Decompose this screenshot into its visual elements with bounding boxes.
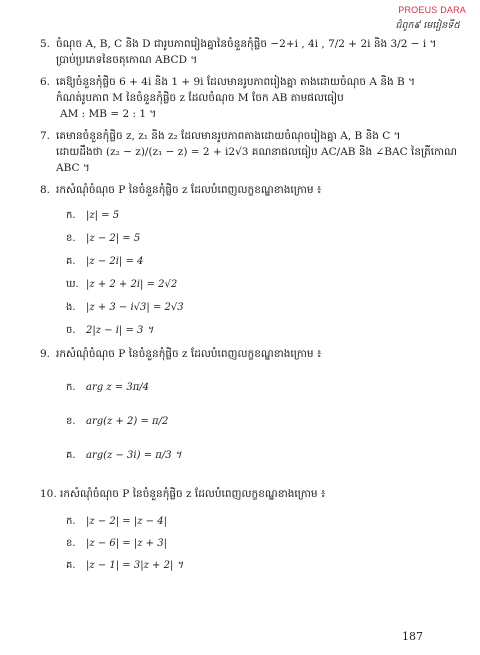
subproblem-label: ក.	[66, 381, 76, 393]
problem-number: 9.	[40, 348, 51, 360]
problem-line: ប្រាប់ប្រភេទនៃចតុកោណ ABCD ។	[56, 54, 198, 66]
problem-line: រកសំណុំចំណុច P នៃចំនួនកុំផ្លិច z ដែលបំពេញលក្ខខណ្ឌខាងក្រោម ៖	[60, 488, 326, 500]
subproblem-label: ច.	[66, 325, 76, 336]
subproblem-list	[66, 510, 460, 576]
subproblem	[66, 554, 460, 576]
subproblem-label: ក.	[66, 210, 76, 221]
subproblem-label: ខ.	[66, 415, 76, 427]
subproblem	[66, 438, 460, 472]
problem-line: រកសំណុំចំណុច P នៃចំនួនកុំផ្លិច z ដែលបំពេញលក្ខខណ្ឌខាងក្រោម ៖	[56, 184, 322, 196]
problem-number: 5.	[40, 38, 51, 50]
subproblem-label: គ.	[66, 256, 76, 267]
subproblem-list	[66, 204, 460, 342]
subproblem-label: ង.	[66, 302, 76, 313]
problem-8	[40, 182, 460, 342]
subproblem-label: គ.	[66, 449, 76, 461]
subproblem-label: គ.	[66, 559, 76, 571]
subproblem	[66, 510, 460, 532]
problem-list	[40, 36, 460, 581]
subproblem-expression: |z − 1| = 3|z + 2| ។	[86, 559, 184, 571]
subproblem-expression: 2|z − i| = 3 ។	[86, 325, 154, 336]
subproblem	[66, 296, 460, 319]
subproblem-expression: arg(z − 3i) = π/3 ។	[86, 449, 182, 461]
subproblem-expression: |z + 2 + 2i| = 2√2	[86, 279, 178, 290]
subproblem-list	[66, 370, 460, 472]
brand-label: PROEUS DARA	[398, 5, 466, 15]
problem-line: ដោយដឹងថា (z₂ − z)/(z₁ − z) = 2 + i2√3 គណនាផលធៀប AC/AB និង ∠BAC នៃត្រីកោណ ABC ។	[56, 146, 457, 174]
subproblem	[66, 250, 460, 273]
problem-5	[40, 36, 460, 68]
problem-line: AM : MB = 2 : 1 ។	[60, 108, 157, 120]
problem-line: ចំណុច A, B, C និង D ជារូបភាពរៀងគ្នានៃចំនួនកុំផ្លិច −2+i , 4i , 7/2 + 2i និង 3/2 − i ។	[56, 38, 437, 50]
subproblem	[66, 319, 460, 342]
chapter-label: ជំពូក៩ មេរៀនទី៥	[395, 20, 460, 31]
subproblem-expression: arg(z + 2) = π/2	[86, 415, 169, 427]
problem-line: គេឱ្យចំនួនកុំផ្លិច 6 + 4i និង 1 + 9i ដែលមានរូបភាពរៀងគ្នា តាងដោយចំណុច A និង B ។	[56, 76, 415, 88]
problem-number: 7.	[40, 130, 51, 142]
problem-9	[40, 346, 460, 472]
subproblem-expression: |z − 2| = 5	[86, 233, 141, 244]
subproblem	[66, 204, 460, 227]
subproblem	[66, 273, 460, 296]
subproblem-expression: |z + 3 − i√3| = 2√3	[86, 302, 184, 313]
subproblem-expression: |z − 2| = |z − 4|	[86, 515, 167, 527]
problem-10	[40, 486, 460, 576]
subproblem-label: ក.	[66, 515, 76, 527]
page-number: 187	[402, 630, 423, 643]
problem-6	[40, 74, 460, 122]
subproblem-label: ខ.	[66, 233, 76, 244]
problem-7	[40, 128, 460, 176]
subproblem	[66, 227, 460, 250]
problem-number: 6.	[40, 76, 51, 88]
problem-number: 10.	[40, 488, 57, 500]
subproblem-expression: |z| = 5	[86, 210, 120, 221]
problem-line: រកសំណុំចំណុច P នៃចំនួនកុំផ្លិច z ដែលបំពេញលក្ខខណ្ឌខាងក្រោម ៖	[56, 348, 322, 360]
subproblem	[66, 404, 460, 438]
subproblem	[66, 532, 460, 554]
subproblem-label: ឃ.	[66, 279, 79, 290]
problem-line: គេមានចំនួនកុំផ្លិច z, z₁ និង z₂ ដែលមានរូបភាពតាងដោយចំណុចរៀងគ្នា A, B និង C ។	[56, 130, 401, 142]
subproblem-expression: |z − 2i| = 4	[86, 256, 144, 267]
subproblem-label: ខ.	[66, 537, 76, 549]
subproblem-expression: |z − 6| = |z + 3|	[86, 537, 167, 549]
subproblem-expression: arg z = 3π/4	[86, 381, 149, 393]
problem-line: កំណត់រូបភាព M នៃចំនួនកុំផ្លិច z ដែលចំណុច M ចែក AB តាមផលធៀប	[56, 92, 344, 104]
problem-number: 8.	[40, 184, 51, 196]
subproblem	[66, 370, 460, 404]
